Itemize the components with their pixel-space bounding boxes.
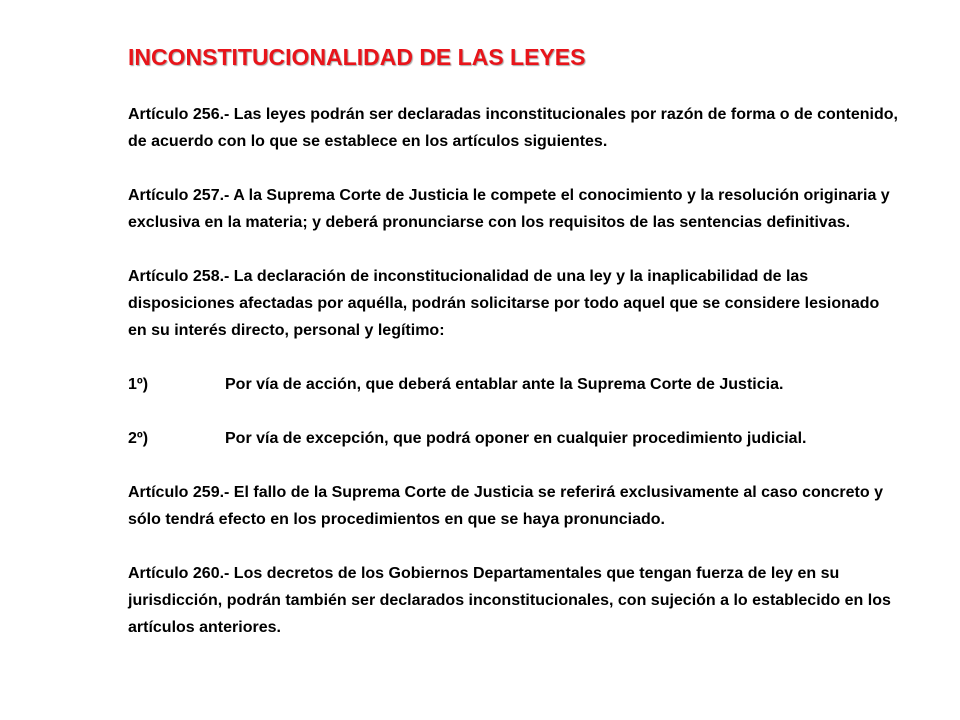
list-item-text: Por vía de excepción, que podrá oponer en cualquier procedimiento judicial. bbox=[225, 430, 807, 447]
document-page bbox=[128, 44, 898, 641]
page-title: INCONSTITUCIONALIDAD DE LAS LEYES bbox=[128, 44, 586, 70]
list-item-number: 1º) bbox=[128, 376, 149, 393]
list-item-2 bbox=[128, 425, 898, 452]
list-item-1 bbox=[128, 371, 898, 398]
article-256: Artículo 256.- Las leyes podrán ser declaradas inconstitucionales por razón de forma o de contenido, de acuerdo con lo que se establece en los artículos siguientes. bbox=[128, 106, 898, 150]
article-260: Artículo 260.- Los decretos de los Gobiernos Departamentales que tengan fuerza de ley en su jurisdicción, podrán también ser declarados inconstitucionales, con sujeción a lo establecido en los artículos anteriores. bbox=[128, 565, 891, 636]
article-258: Artículo 258.- La declaración de inconstitucionalidad de una ley y la inaplicabilidad de las disposiciones afectadas por aquélla, podrán solicitarse por todo aquel que se considere lesionado en su interés directo, personal y legítimo: bbox=[128, 268, 880, 339]
list-item-text: Por vía de acción, que deberá entablar ante la Suprema Corte de Justicia. bbox=[225, 376, 784, 393]
article-259: Artículo 259.- El fallo de la Suprema Corte de Justicia se referirá exclusivamente al caso concreto y sólo tendrá efecto en los procedimientos en que se haya pronunciado. bbox=[128, 484, 883, 528]
article-257: Artículo 257.- A la Suprema Corte de Justicia le compete el conocimiento y la resolución originaria y exclusiva en la materia; y deberá pronunciarse con los requisitos de las sentencias definitivas. bbox=[128, 187, 890, 231]
list-item-number: 2º) bbox=[128, 430, 149, 447]
